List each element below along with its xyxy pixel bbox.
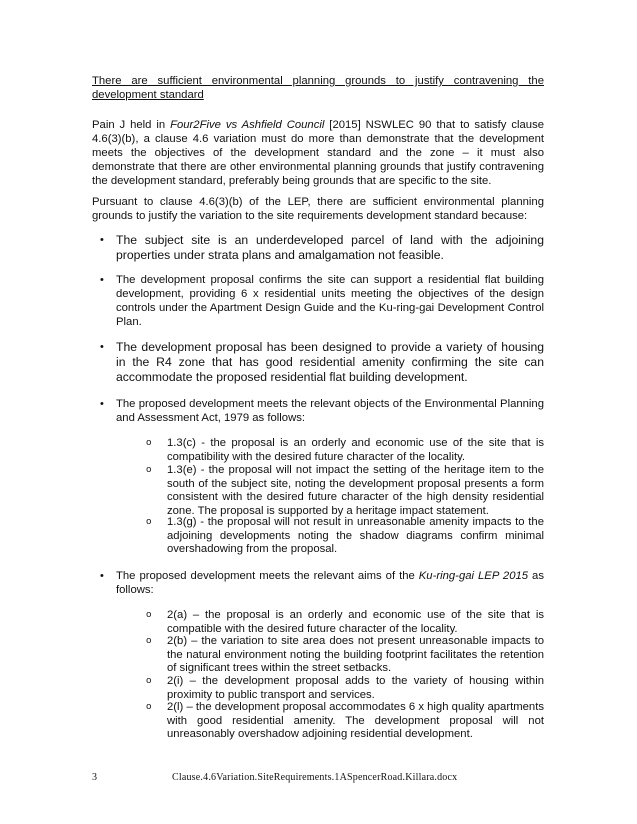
sub-bullet-text: 1.3(e) - the proposal will not impact the setting of the heritage item to the south of the subject site, noting the development proposal presents a form consistent with the desired future character of the high density residential zone. The proposal is supported by a heritage impact statement. [167,464,544,517]
sub-bullet-text: 2(i) – the development proposal adds to the variety of housing within proximity to public transport and services. [167,675,544,701]
sub-bullet-item [146,464,544,518]
page-number: 3 [92,772,97,783]
bullet-item [100,340,544,385]
paragraph-four2five-pre: Pain J held in [92,119,171,131]
sub-bullet-mark: o [146,610,152,620]
sub-bullet-item [146,609,544,636]
bullet-mark: • [100,570,104,582]
bullet-item [100,569,544,597]
bullet-mark: • [100,274,104,286]
sub-bullet-item [146,516,544,557]
paragraph-pursuant: Pursuant to clause 4.6(3)(b) of the LEP, there are sufficient environmental planning grounds to justify the variation to the site requirements development standard because: [92,196,544,222]
sub-bullet-text: 2(a) – the proposal is an orderly and economic use of the site that is compatible with the desired future character of the locality. [167,609,544,635]
footer-filename: Clause.4.6Variation.SiteRequirements.1ASpencerRoad.Killara.docx [172,772,458,783]
bullet-mark: • [100,341,104,353]
sub-bullet-mark: o [146,702,152,712]
bullet-item [100,233,544,263]
sub-bullet-mark: o [146,636,152,646]
sub-bullet-mark: o [146,438,152,448]
sub-bullet-text: 2(b) – the variation to site area does not present unreasonable impacts to the natural environment noting the building footprint facilitates the retention of significant trees within the street setbacks. [167,635,544,674]
bullet-item [100,397,544,425]
bullet-text: The development proposal confirms the site can support a residential flat building development, providing 6 x residential units meeting the objectives of the design controls under the Apartment Design Guide and the Ku-ring-gai Development Control Plan. [116,274,544,328]
bullet-text: The subject site is an underdeveloped parcel of land with the adjoining properties under strata plans and amalgamation not feasible. [116,233,544,262]
sub-bullet-text: 1.3(c) - the proposal is an orderly and economic use of the site that is compatibility with the desired future character of the locality. [167,437,544,463]
section-heading: There are sufficient environmental planning grounds to justify contravening the development standard [92,75,544,101]
sub-bullet-item [146,675,544,702]
bullet-mark: • [100,234,104,246]
sub-bullet-item [146,701,544,742]
lep-title: Ku-ring-gai LEP 2015 [418,570,529,582]
sub-bullet-mark: o [146,517,152,527]
bullet-text: The development proposal has been designed to provide a variety of housing in the R4 zone that has good residential amenity confirming the site can accommodate the proposed residential flat building development. [116,340,544,384]
case-name: Four2Five vs Ashfield Council [170,119,325,131]
sub-bullet-text: 1.3(g) - the proposal will not result in unreasonable amenity impacts to the adjoining developments noting the shadow diagrams confirm minimal overshadowing from the proposal. [167,516,544,555]
sub-bullet-text: 2(l) – the development proposal accommodates 6 x high quality apartments with good residential amenity. The development proposal will not unreasonably overshadow adjoining residential development. [167,701,544,740]
bullet-text-post: as follows: [116,570,544,596]
sub-bullet-item [146,437,544,464]
sub-bullet-mark: o [146,465,152,475]
sub-bullet-item [146,635,544,676]
sub-bullet-mark: o [146,676,152,686]
paragraph-four2five [92,118,544,188]
bullet-text-pre: The proposed development meets the relevant aims of the [116,570,419,582]
bullet-mark: • [100,398,104,410]
bullet-text: The proposed development meets the relevant objects of the Environmental Planning and Assessment Act, 1979 as follows: [116,398,544,424]
bullet-item [100,273,544,329]
paragraph-four2five-post: [2015] NSWLEC 90 that to satisfy clause 4.6(3)(b), a clause 4.6 variation must do more than demonstrate that the development meets the objectives of the development standard and the zone – it must also demonstrate that there are other environmental planning grounds that justify contravening the development standard, preferably being grounds that are specific to the site. [92,119,544,187]
